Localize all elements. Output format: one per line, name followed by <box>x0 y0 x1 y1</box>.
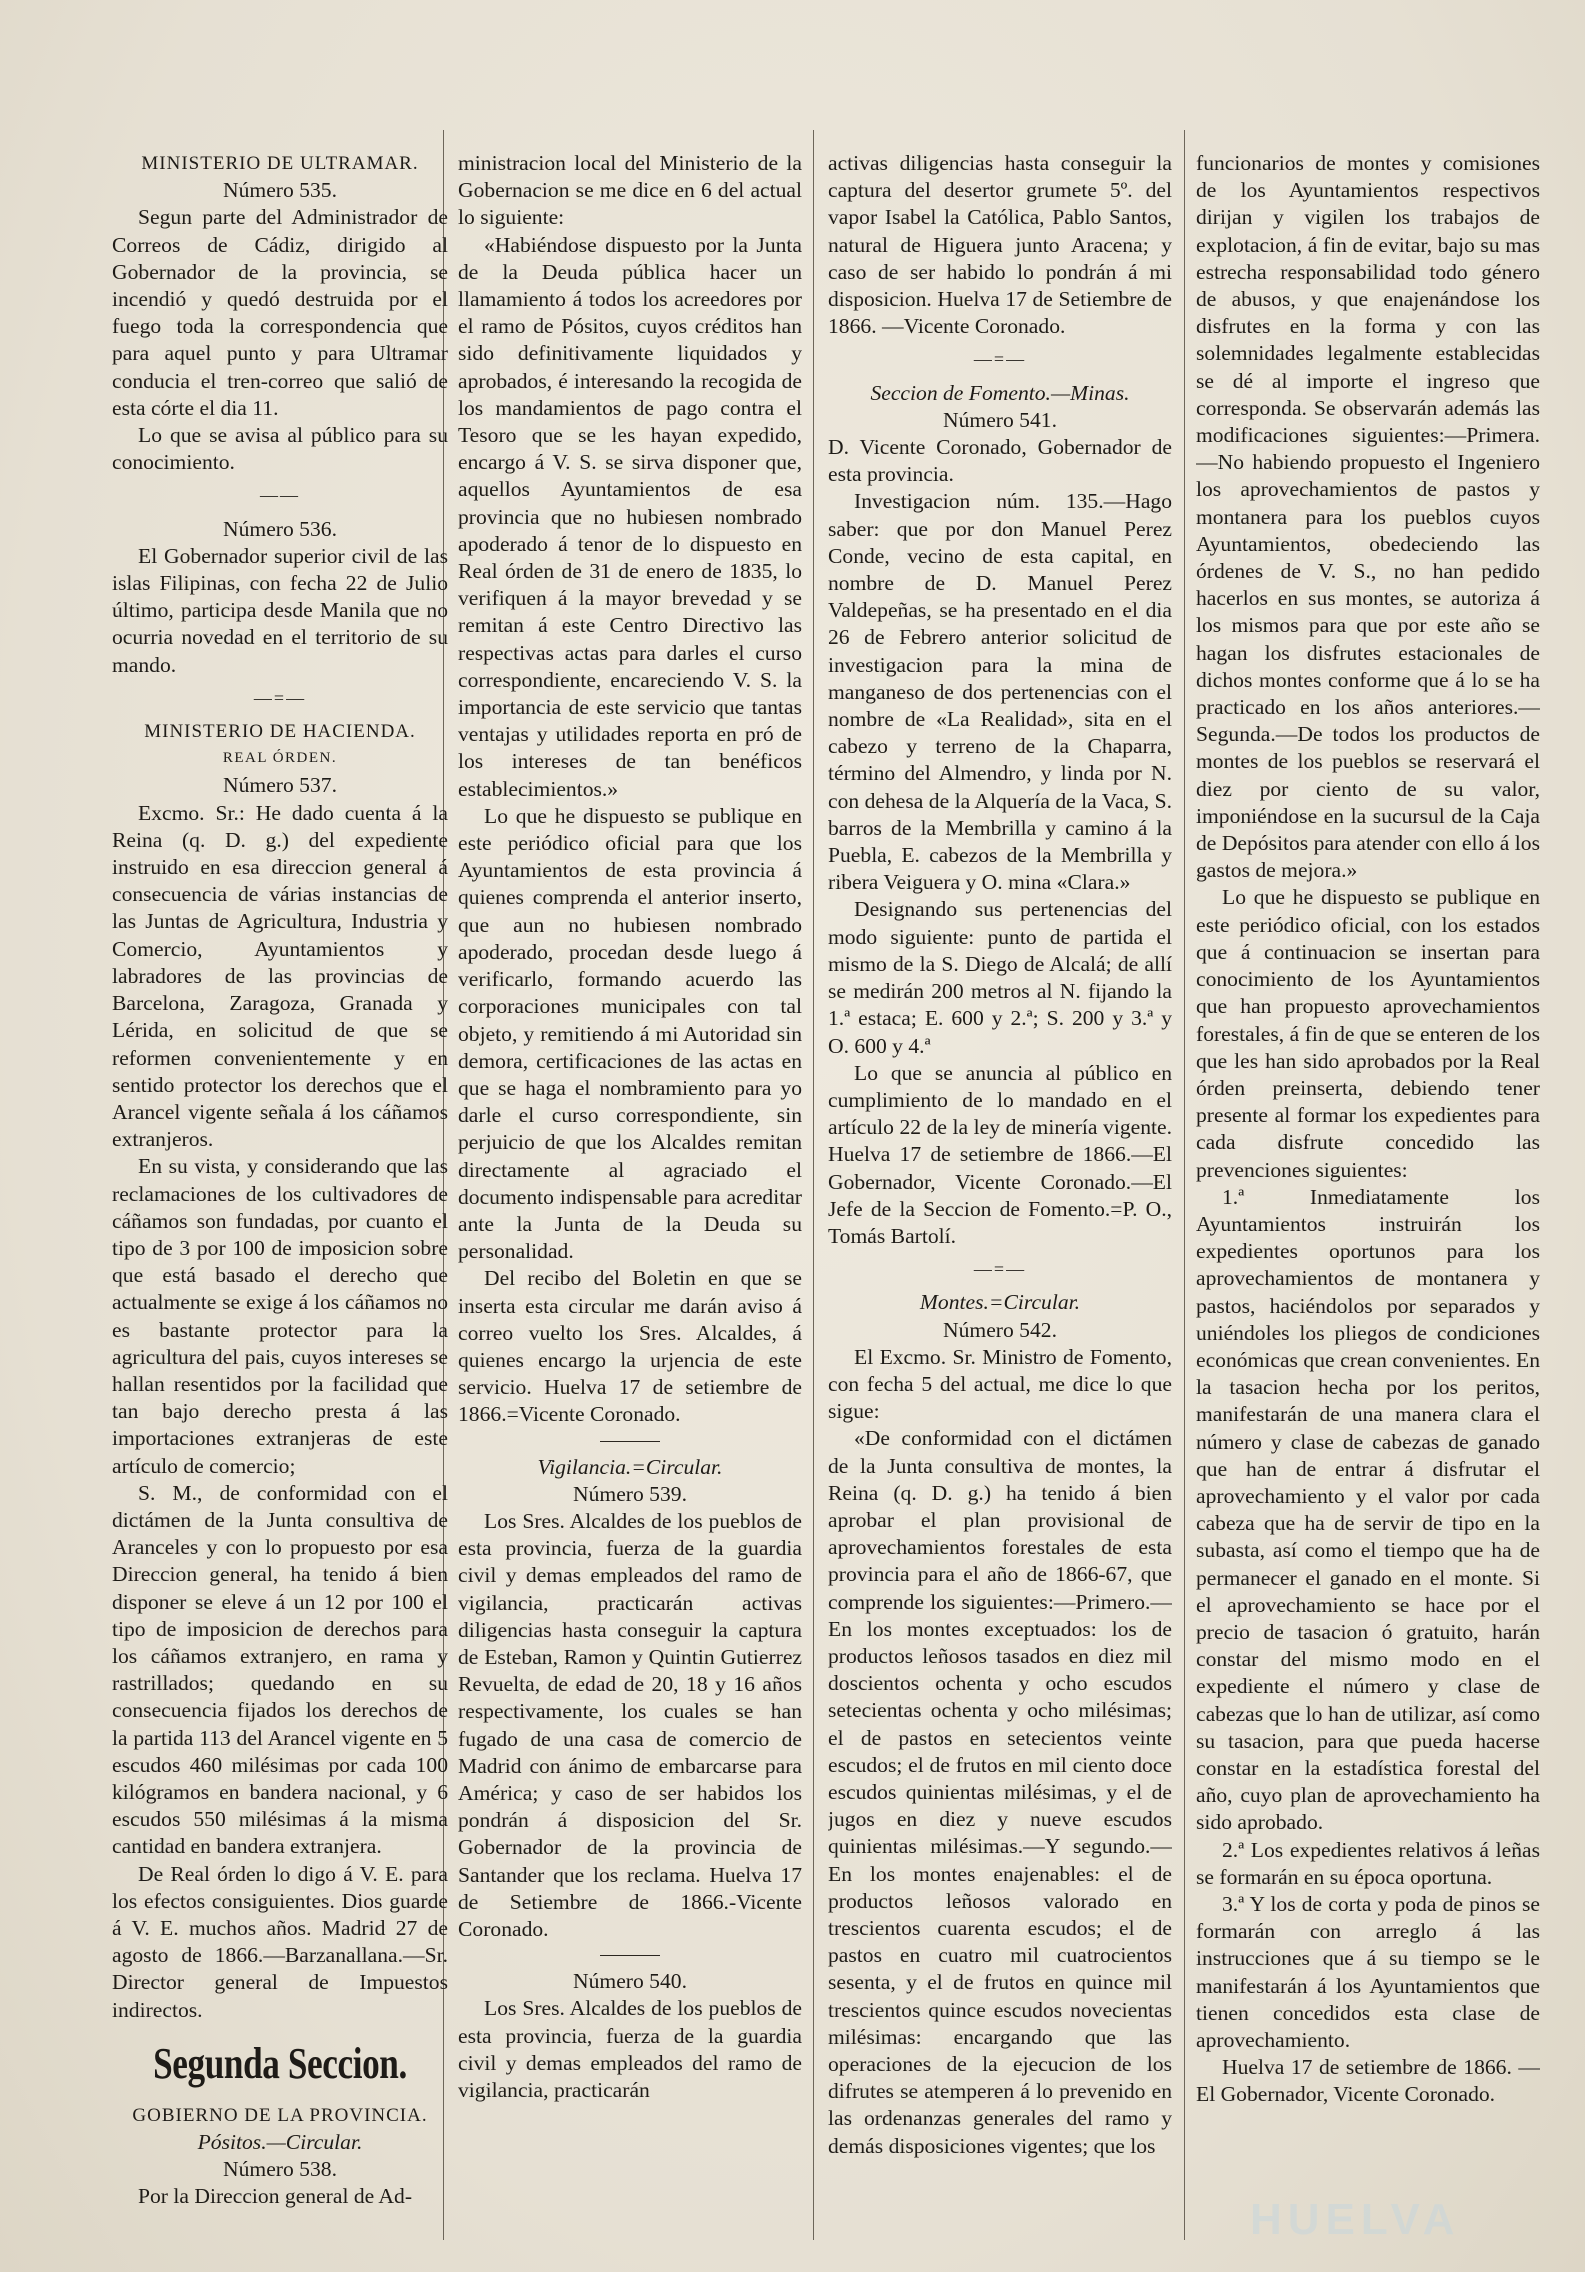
subheading: REAL ÓRDEN. <box>222 750 338 767</box>
separator: —— <box>260 485 300 506</box>
subheading: Montes.=Circular. <box>919 1290 1081 1315</box>
paragraph: Designando sus pertenencias del modo siguiente: punto de partida el mismo de la S. Diego de Alcalá; de allí se medirán 200 metros al N. fijando la 1.ª estaca; E. 600 y 2.ª; S. 200 y 3.ª y O. 600 y 4.ª <box>828 897 1172 1058</box>
paragraph: Excmo. Sr.: He dado cuenta á la Reina (q. D. g.) del expediente instruido en esa direccion general á consecuencia de várias instancias de las Juntas de Agricultura, Industria y Comercio, Ayuntamientos y labradores de las provincias de Barcelona, Zaragoza, Granada y Lérida, en solicitud de que se reformen convenientemente y en sentido protector los derechos que el Arancel vigente señala á los cáñamos extranjeros. <box>112 800 448 1152</box>
watermark: HUELVA <box>1250 2195 1461 2244</box>
subheading: Pósitos.—Circular. <box>197 2130 363 2155</box>
paragraph: Los Sres. Alcaldes de los pueblos de esta provincia, fuerza de la guardia civil y demas empleados del ramo de vigilancia, practicarán activas diligencias hasta conseguir la captura de Esteban, Ramon y Quintin Gutierrez Revuelta, de edad de 20, 18 y 16 años respectivamente, los cuales se han fugado de una casa de comercio de Madrid con ánimo de embarcarse para América; y caso de ser habidos los pondrán á disposicion del Sr. Gobernador de la provincia de Santander que los reclama. Huelva 17 de Setiembre de 1866.-Vicente Coronado. <box>458 1508 802 1941</box>
paragraph: De Real órden lo digo á V. E. para los efectos consiguientes. Dios guarde á V. E. muchos años. Madrid 27 de agosto de 1866.—Barzanallana.—Sr. Director general de Impuestos indirectos. <box>112 1861 448 2022</box>
section-title: Segunda Seccion. <box>153 2038 407 2088</box>
paragraph: ministracion local del Ministerio de la Gobernacion se me dice en 6 del actual lo siguiente: <box>458 151 802 230</box>
paragraph: activas diligencias hasta conseguir la captura del desertor grumete 5º. del vapor Isabel la Católica, Pablo Santos, natural de Higuera junto Aracena; y caso de ser habido lo pondrán á mi disposicion. Huelva 17 de Setiembre de 1866. —Vicente Coronado. <box>828 151 1172 339</box>
column-4 <box>1196 150 1540 2260</box>
paragraph: En su vista, y considerando que las reclamaciones de los cultivadores de cáñamos son fundadas, por cuanto el tipo de 3 por 100 de imposicion sobre que está basado el derecho que actualmente se exige á los cáñamos no es bastante protector para la agricultura del pais, cuyos intereses se hallan resentidos por la facilidad que tan bajo derecho presta á las importaciones extranjeras de este artículo de comercio; <box>112 1154 448 1478</box>
paragraph: D. Vicente Coronado, Gobernador de esta provincia. <box>828 435 1172 487</box>
item-number: Número 541. <box>943 407 1057 432</box>
separator: —=— <box>253 687 307 708</box>
column-rule <box>813 130 814 2240</box>
section-heading: MINISTERIO DE HACIENDA. <box>144 721 416 743</box>
item-number: Número 540. <box>573 1969 687 1994</box>
section-heading: MINISTERIO DE ULTRAMAR. <box>141 153 419 174</box>
signature: Huelva 17 de setiembre de 1866. —El Gobernador, Vicente Coronado. <box>1196 2055 1540 2107</box>
paragraph: Los Sres. Alcaldes de los pueblos de esta provincia, fuerza de la guardia civil y demas empleados del ramo de vigilancia, practicarán <box>458 1996 802 2103</box>
separator-line <box>600 1441 660 1442</box>
paragraph: El Excmo. Sr. Ministro de Fomento, con fecha 5 del actual, me dice lo que sigue: <box>828 1344 1172 1424</box>
paragraph: Lo que se anuncia al público en cumplimiento de lo mandado en el artículo 22 de la ley de minería vigente. Huelva 17 de setiembre de 1866.—El Gobernador, Vicente Coronado.—El Jefe de la Seccion de Fomento.=P. O., Tomás Bartolí. <box>828 1060 1172 1248</box>
paragraph: funcionarios de montes y comisiones de los Ayuntamientos respectivos dirijan y vigilen los trabajos de explotacion, á fin de evitar, bajo su mas estrecha responsabilidad todo género de abusos, y que enajenándose los disfrutes en la forma y con las solemnidades legalmente establecidas se dé al importe el ingreso que corresponda. Se observarán además las modificaciones siguientes:—Primera.—No habiendo propuesto el Ingeniero los aprovechamientos de pastos y montanera para los pueblos cuyos Ayuntamientos, obedeciendo las órdenes de V. S., no han pedido hacerlos en sus montes, se autoriza á los mismos para que por este año se hagan los disfrutes estacionales de dichos montes conforme que á lo se ha practicado en los años anteriores.—Segunda.—De todos los productos de montes de los pueblos se reservará el diez por ciento de su valor, imponiéndose en la sucursul de la Caja de Depósitos para atender con ello á los gastos de mejora.» <box>1196 151 1540 883</box>
paragraph: 1.ª Inmediatamente los Ayuntamientos instruirán los expedientes oportunos para los aprovechamientos de montanera y pastos, haciéndolos por separados y uniéndoles los pliegos de condiciones económicas que crean convenientes. En la tasacion hecha por los peritos, manifestarán de una manera clara el número y clase de cabezas de ganado que han de entrar á disfrutar el aprovechamiento y el valor por cada cabeza que ha de servir de tipo en la subasta, así como el tiempo que ha de permanecer el ganado en el monte. Si el aprovechamiento se hace por el precio de tasacion ó gratuito, harán constar del mismo modo en el expediente el número y clase de cabezas que lo han de utilizar, así como su tasacion, para que pueda hacerse constar en la estadística forestal del año, cuyo plan de aprovechamiento ha sido aprobado. <box>1196 1184 1540 1835</box>
paragraph: Por la Direccion general de Ad- <box>138 2184 413 2209</box>
paragraph: «De conformidad con el dictámen de la Junta consultiva de montes, la Reina (q. D. g.) ha tenido á bien aprobar el plan provisional de aprovechamientos forestales de esta provincia para el año de 1866-67, que comprende los siguientes:—Primero.—En los montes exceptuados: los de productos leñosos tasados en diez mil doscientos ochenta y ocho escudos setecientas ochenta y ocho milésimas; el de pastos en setecientos veinte escudos; el de frutos en mil ciento doce escudos quinientas milésimas, y el de jugos en diez y nueve escudos quinientas milésimas.—Y segundo.—En los montes enajenables: el de productos leñosos valorado en trescientos cuarenta escudos; el de pastos en cuatro mil cuatrocientos sesenta, y el de frutos en quince mil trescientos quince escudos novecientas milésimas: encargando que las operaciones de la ejecucion de los difrutes se atemperen á lo prevenido en las ordenanzas generales del ramo y demás disposiciones vigentes; que los <box>828 1426 1172 2158</box>
subheading: Vigilancia.=Circular. <box>537 1454 723 1479</box>
subheading: Seccion de Fomento.—Minas. <box>870 380 1130 405</box>
item-number: Número 542. <box>943 1317 1057 1342</box>
section-heading: GOBIERNO DE LA PROVINCIA. <box>132 2104 428 2126</box>
column-1 <box>112 150 448 2260</box>
paragraph: Investigacion núm. 135.—Hago saber: que por don Manuel Perez Conde, vecino de esta capital, en nombre de D. Manuel Perez Valdepeñas, se ha presentado en el dia 26 de Febrero anterior solicitud de investigacion para la mina de manganeso de dos pertenencias con el nombre de «La Realidad», sita en el cabezo y terreno de la Chaparra, término del Almendro, y linda por N. con dehesa de la Alquería de la Vaca, S. barros de la Membrilla y camino á la Puebla, E. cabezos de la Membrilla y ribera Veiguera y O. mina «Clara.» <box>828 489 1172 895</box>
paragraph: 3.ª Y los de corta y poda de pinos se formarán con arreglo á las instrucciones que á su tiempo se le manifestarán á los Ayuntamientos que tienen concedidos esta clase de aprovechamiento. <box>1196 1892 1540 2053</box>
paragraph: El Gobernador superior civil de las islas Filipinas, con fecha 22 de Julio último, participa desde Manila que no ocurria novedad en el territorio de su mando. <box>112 543 448 677</box>
paragraph: «Habiéndose dispuesto por la Junta de la Deuda pública hacer un llamamiento á todos los acreedores por el ramo de Pósitos, cuyos créditos han sido definitivamente liquidados y aprobados, é interesando la recogida de los mandamientos de pago contra el Tesoro que se les hayan expedido, encargo á V. S. se sirva disponer que, aquellos Ayuntamientos de esa provincia que no hubiesen nombrado apoderado á tenor de lo dispuesto en Real órden de 31 de enero de 1835, lo verifiquen á la mayor brevedad y se remitan á este Centro Directivo las respectivas actas para darles el curso correspondiente, encareciendo V. S. la importancia de este servicio que tantas ventajas y utilidades reporta en pró de los intereses de tan benéficos establecimientos.» <box>458 232 802 801</box>
separator: —=— <box>973 1259 1027 1280</box>
separator-line <box>600 1955 660 1956</box>
paragraph: Lo que he dispuesto se publique en este periódico oficial, con los estados que á continuacion se insertan para conocimiento de los Ayuntamientos que han propuesto aprovechamientos forestales, á fin de que se enteren de los que les han sido aprobados por la Real órden preinserta, debiendo tener presente al formar los expedientes para cada disfrute concedido las prevenciones siguientes: <box>1196 885 1540 1182</box>
item-number: Número 539. <box>573 1481 687 1506</box>
paragraph: Lo que he dispuesto se publique en este periódico oficial para que los Ayuntamientos de esta provincia á quienes comprenda el anterior inserto, que aun no hubiesen nombrado apoderado, procedan desde luego á verificarlo, formando acuerdo las corporaciones municipales con tal objeto, y remitiendo á mi Autoridad sin demora, certificaciones de las actas en que se haga el nombramiento para yo darle el curso correspondiente, sin perjuicio de que los Alcaldes remitan directamente al agraciado el documento indispensable para acreditar ante la Junta de la Deuda su personalidad. <box>458 803 802 1264</box>
separator: —=— <box>973 349 1027 370</box>
item-number: Número 535. <box>223 178 337 203</box>
paragraph: 2.ª Los expedientes relativos á leñas se formarán en su época oportuna. <box>1196 1837 1540 1889</box>
paragraph: Segun parte del Administrador de Correos de Cádiz, dirigido al Gobernador de la provincia, se incendió y quedó destruida por el fuego toda la correspondencia que para aquel punto y para Ultramar conducia el tren-correo que salió de esta córte el dia 11. <box>112 205 448 420</box>
paragraph: Lo que se avisa al público para su conocimiento. <box>112 423 448 475</box>
column-2 <box>458 150 802 2260</box>
item-number: Número 536. <box>223 516 337 541</box>
paragraph: Del recibo del Boletin en que se inserta esta circular me darán aviso á correo vuelto los Sres. Alcaldes, á quienes encargo la urjencia de este servicio. Huelva 17 de setiembre de 1866.=Vicente Coronado. <box>458 1266 802 1427</box>
item-number: Número 537. <box>223 773 337 798</box>
column-3 <box>828 150 1172 2260</box>
paragraph: S. M., de conformidad con el dictámen de la Junta consultiva de Aranceles y con lo propuesto por esa Direccion general, ha tenido á bien disponer se eleve á un 12 por 100 el tipo de imposicion de derechos para los cáñamos extranjero, en rama y rastrillados; quedando en su consecuencia fijados los derechos de la partida 113 del Arancel vigente en 5 escudos 460 milésimas por cada 100 kilógramos en bandera nacional, y 6 escudos 550 milésimas á la misma cantidad en bandera extranjera. <box>112 1480 448 1859</box>
item-number: Número 538. <box>223 2157 337 2182</box>
column-rule <box>1184 130 1185 2240</box>
